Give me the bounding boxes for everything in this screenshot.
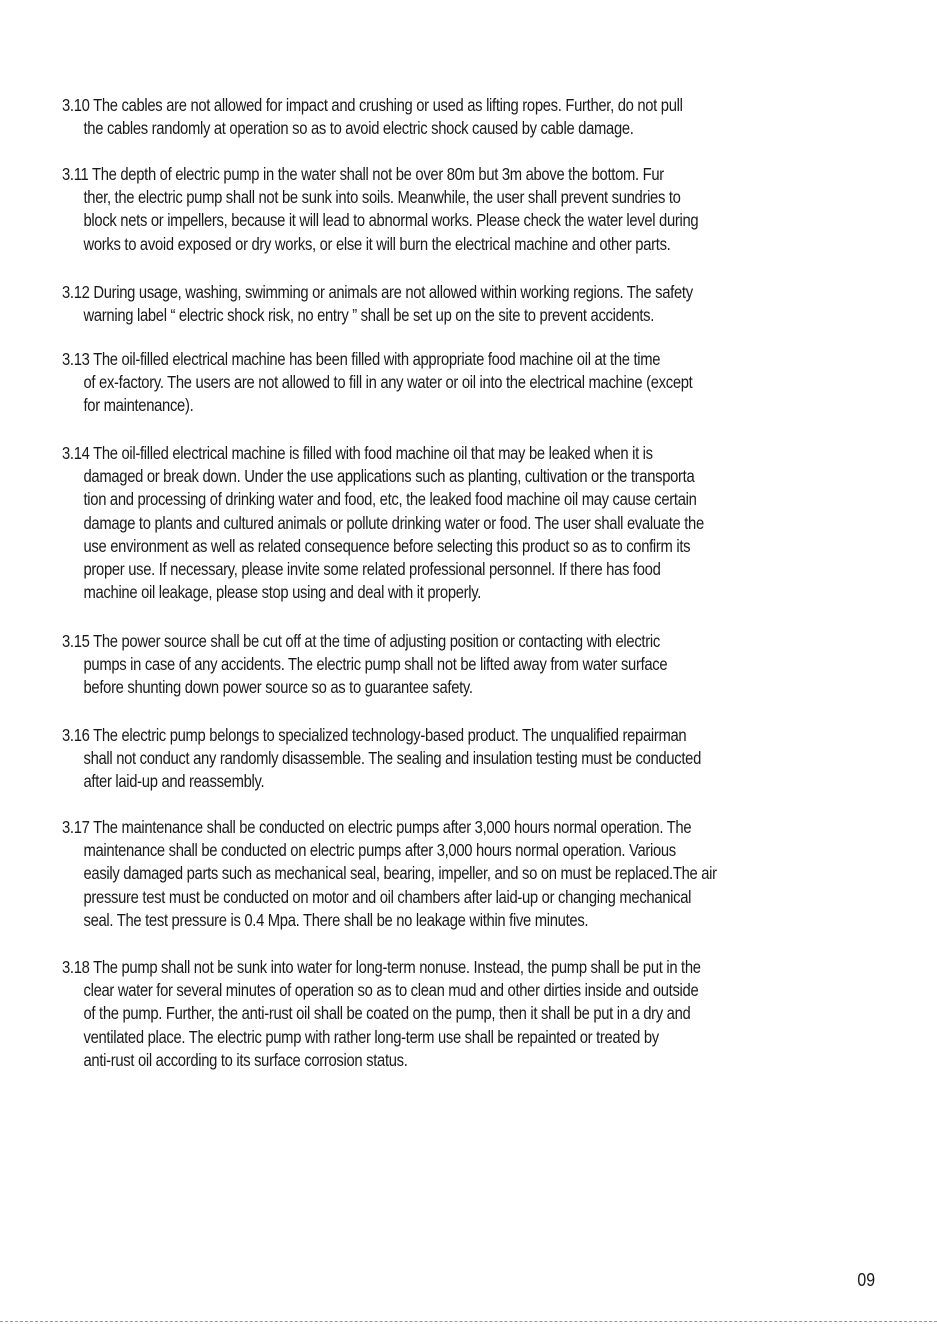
paragraph-line: pumps in case of any accidents. The electric pump shall not be lifted away from water surface (83, 654, 668, 675)
paragraph-line: of ex-factory. The users are not allowed to fill in any water or oil into the electrical machine (except (83, 372, 693, 393)
paragraph-line: 3.15 The power source shall be cut off at the time of adjusting position or contacting with electric (62, 631, 660, 651)
paragraph-line: 3.11 The depth of electric pump in the water shall not be over 80m but 3m above the bottom. Fur (62, 164, 664, 184)
section-3-18 (62, 956, 882, 1072)
section-3-14 (62, 442, 882, 604)
section-3-16 (62, 724, 882, 794)
paragraph-line: damage to plants and cultured animals or pollute drinking water or food. The user shall evaluate the (83, 512, 704, 533)
page-number: 09 (857, 1270, 875, 1290)
paragraph-line: ther, the electric pump shall not be sunk into soils. Meanwhile, the user shall prevent sundries to (83, 187, 681, 208)
paragraph-line: 3.12 During usage, washing, swimming or animals are not allowed within working regions. The safety (62, 282, 693, 302)
paragraph-line: seal. The test pressure is 0.4 Mpa. There shall be no leakage within five minutes. (83, 909, 589, 930)
paragraph-line: 3.17 The maintenance shall be conducted on electric pumps after 3,000 hours normal operation. The (62, 817, 692, 837)
paragraph-line: 3.14 The oil-filled electrical machine is filled with food machine oil that may be leaked when it is (62, 443, 653, 463)
paragraph-line: clear water for several minutes of operation so as to clean mud and other dirties inside and outside (83, 980, 699, 1001)
paragraph-line: 3.13 The oil-filled electrical machine has been filled with appropriate food machine oil at the time (62, 349, 661, 369)
page-bottom-divider (0, 1321, 937, 1323)
paragraph-line: anti-rust oil according to its surface corrosion status. (83, 1049, 408, 1070)
paragraph-line: maintenance shall be conducted on electric pumps after 3,000 hours normal operation. Various (83, 840, 676, 861)
paragraph-line: easily damaged parts such as mechanical seal, bearing, impeller, and so on must be replaced.The air (83, 863, 717, 884)
paragraph-line: tion and processing of drinking water and food, etc, the leaked food machine oil may cause certain (83, 489, 697, 510)
paragraph-line: works to avoid exposed or dry works, or else it will burn the electrical machine and other parts. (83, 233, 671, 254)
paragraph-line: before shunting down power source so as to guarantee safety. (83, 677, 473, 698)
paragraph-line: 3.18 The pump shall not be sunk into water for long-term nonuse. Instead, the pump shall be put in the (62, 957, 701, 977)
paragraph-line: for maintenance). (83, 395, 194, 416)
paragraph-line: proper use. If necessary, please invite some related professional personnel. If there has food (83, 558, 661, 579)
paragraph-line: after laid-up and reassembly. (83, 771, 265, 792)
paragraph-line: pressure test must be conducted on motor and oil chambers after laid-up or changing mechanical (83, 886, 692, 907)
paragraph-line: use environment as well as related consequence before selecting this product so as to confirm its (83, 535, 691, 556)
paragraph-line: the cables randomly at operation so as to avoid electric shock caused by cable damage. (83, 118, 634, 139)
paragraph-line: 3.16 The electric pump belongs to specialized technology-based product. The unqualified repairman (62, 725, 687, 745)
section-3-17 (62, 816, 882, 932)
paragraph-line: block nets or impellers, because it will lead to abnormal works. Please check the water level during (83, 210, 699, 231)
paragraph-line: shall not conduct any randomly disassemble. The sealing and insulation testing must be conducted (83, 748, 701, 769)
paragraph-line: machine oil leakage, please stop using and deal with it properly. (83, 582, 482, 603)
paragraph-line: ventilated place. The electric pump with rather long-term use shall be repainted or treated by (83, 1026, 659, 1047)
paragraph-line: 3.10 The cables are not allowed for impact and crushing or used as lifting ropes. Further, do not pull (62, 95, 683, 115)
paragraph-line: damaged or break down. Under the use applications such as planting, cultivation or the transporta (83, 466, 695, 487)
paragraph-line: of the pump. Further, the anti-rust oil shall be coated on the pump, then it shall be put in a dry and (83, 1003, 691, 1024)
section-3-15 (62, 630, 882, 700)
section-3-10 (62, 94, 882, 140)
section-3-12 (62, 281, 882, 327)
section-3-11 (62, 163, 882, 256)
paragraph-line: warning label “ electric shock risk, no entry ” shall be set up on the site to prevent accidents. (83, 305, 655, 326)
section-3-13 (62, 348, 882, 418)
